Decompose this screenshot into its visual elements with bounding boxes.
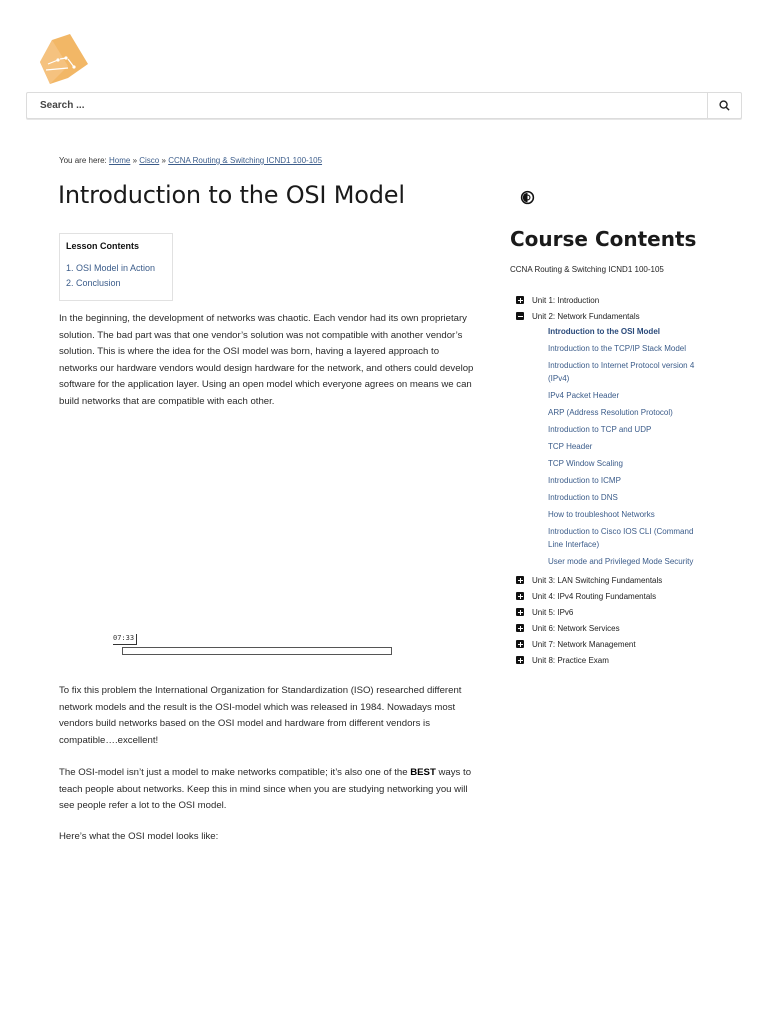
unit-lessons-list	[516, 325, 716, 568]
article-paragraph	[59, 765, 479, 815]
unit-label[interactable]: Unit 1: Introduction	[532, 295, 600, 305]
breadcrumb	[59, 156, 322, 165]
expand-plus-icon[interactable]	[516, 592, 524, 600]
lesson-contents-title: Lesson Contents	[66, 241, 140, 251]
unit-item[interactable]	[516, 308, 716, 568]
unit-item[interactable]	[516, 620, 716, 636]
breadcrumb-separator: »	[132, 156, 138, 165]
breadcrumb-home[interactable]: Home	[108, 156, 131, 165]
unit-label[interactable]: Unit 7: Network Management	[532, 639, 636, 649]
search-bar	[26, 92, 742, 119]
expand-plus-icon[interactable]	[516, 624, 524, 632]
expand-plus-icon[interactable]	[516, 608, 524, 616]
page-title: Introduction to the OSI Model	[58, 181, 405, 209]
lesson-link[interactable]: TCP Header	[548, 442, 593, 451]
lesson-link[interactable]: Introduction to Internet Protocol version 4 (IPv4)	[548, 361, 695, 383]
unit-label[interactable]: Unit 4: IPv4 Routing Fundamentals	[532, 591, 657, 601]
search-input[interactable]	[27, 93, 707, 118]
lesson-link[interactable]: Introduction to ICMP	[548, 476, 621, 485]
lesson-link[interactable]: Introduction to TCP and UDP	[548, 425, 652, 434]
lesson-link-current[interactable]: Introduction to the OSI Model	[548, 327, 660, 336]
lesson-link[interactable]: Introduction to DNS	[548, 493, 618, 502]
lesson-link[interactable]: Introduction to the TCP/IP Stack Model	[548, 344, 686, 353]
unit-label[interactable]: Unit 8: Practice Exam	[532, 655, 609, 665]
emphasis-best: BEST	[410, 767, 436, 778]
lesson-link[interactable]: Introduction to Cisco IOS CLI (Command Line Interface)	[548, 527, 694, 549]
unit-item[interactable]	[516, 652, 716, 668]
paragraph-text: The OSI-model isn’t just a model to make networks compatible; it’s also one of the	[59, 767, 408, 778]
expand-plus-icon[interactable]	[516, 576, 524, 584]
expand-plus-icon[interactable]	[516, 640, 524, 648]
lesson-link[interactable]: ARP (Address Resolution Protocol)	[548, 408, 673, 417]
paragraph-text: ways to teach people about networks. Keep this in mind since when you are studying networking you will see people refer a lot to the OSI model.	[59, 767, 472, 812]
video-playhead-base	[113, 644, 137, 645]
breadcrumb-cisco[interactable]: Cisco	[139, 156, 160, 165]
unit-item[interactable]	[516, 572, 716, 588]
unit-label[interactable]: Unit 2: Network Fundamentals	[532, 311, 640, 321]
sidebar-title: Course Contents	[510, 227, 697, 251]
expand-plus-icon[interactable]	[516, 296, 524, 304]
breadcrumb-course[interactable]: CCNA Routing & Switching ICND1 100-105	[168, 156, 323, 165]
unit-item[interactable]	[516, 292, 716, 308]
lesson-link[interactable]: How to troubleshoot Networks	[548, 510, 655, 519]
breadcrumb-separator: »	[161, 156, 166, 165]
lesson-link[interactable]: User mode and Privileged Mode Security	[548, 557, 694, 566]
expand-plus-icon[interactable]	[516, 656, 524, 664]
search-icon	[719, 100, 730, 111]
article-paragraph: To fix this problem the International Organization for Standardization (ISO) researched different network models and the result is the OSI-model which was released in 1984. Nowadays most vendors build networks based on the OSI model and hardware from different vendors is compatible….excellent!	[59, 685, 462, 746]
article-paragraph: In the beginning, the development of networks was chaotic. Each vendor had its own proprietary solution. The bad part was that one vendor’s solution was not compatible with another vendor’s solution. This is where the idea for the OSI model was born, having a layered approach to networks our hardware vendors would design hardware for the network, and others could develop software for the application layer. Using an open model which everyone agrees on means we can build networks that are compatible with each other.	[59, 313, 474, 407]
unit-item[interactable]	[516, 636, 716, 652]
video-timestamp: 07:33	[113, 634, 135, 642]
unit-label[interactable]: Unit 3: LAN Switching Fundamentals	[532, 575, 663, 585]
sidebar-course-name[interactable]: CCNA Routing & Switching ICND1 100-105	[510, 265, 664, 274]
search-button[interactable]	[707, 93, 741, 118]
course-units-list	[516, 292, 716, 668]
article-paragraph: Here’s what the OSI model looks like:	[59, 831, 219, 842]
video-playhead[interactable]	[136, 634, 137, 644]
lesson-contents-box	[59, 233, 173, 301]
video-progress-bar[interactable]	[122, 647, 392, 655]
contrast-toggle-icon[interactable]	[520, 190, 535, 205]
toc-link-conclusion[interactable]: 2. Conclusion	[66, 278, 121, 288]
toc-link-osi-model-in-action[interactable]: 1. OSI Model in Action	[66, 263, 156, 273]
breadcrumb-prefix: You are here:	[59, 156, 107, 165]
unit-item[interactable]	[516, 588, 716, 604]
unit-label[interactable]: Unit 5: IPv6	[532, 607, 574, 617]
lesson-link[interactable]: IPv4 Packet Header	[548, 391, 620, 400]
lesson-link[interactable]: TCP Window Scaling	[548, 459, 623, 468]
site-logo[interactable]	[38, 34, 88, 84]
unit-item[interactable]	[516, 604, 716, 620]
unit-label[interactable]: Unit 6: Network Services	[532, 623, 620, 633]
collapse-minus-icon[interactable]	[516, 312, 524, 320]
